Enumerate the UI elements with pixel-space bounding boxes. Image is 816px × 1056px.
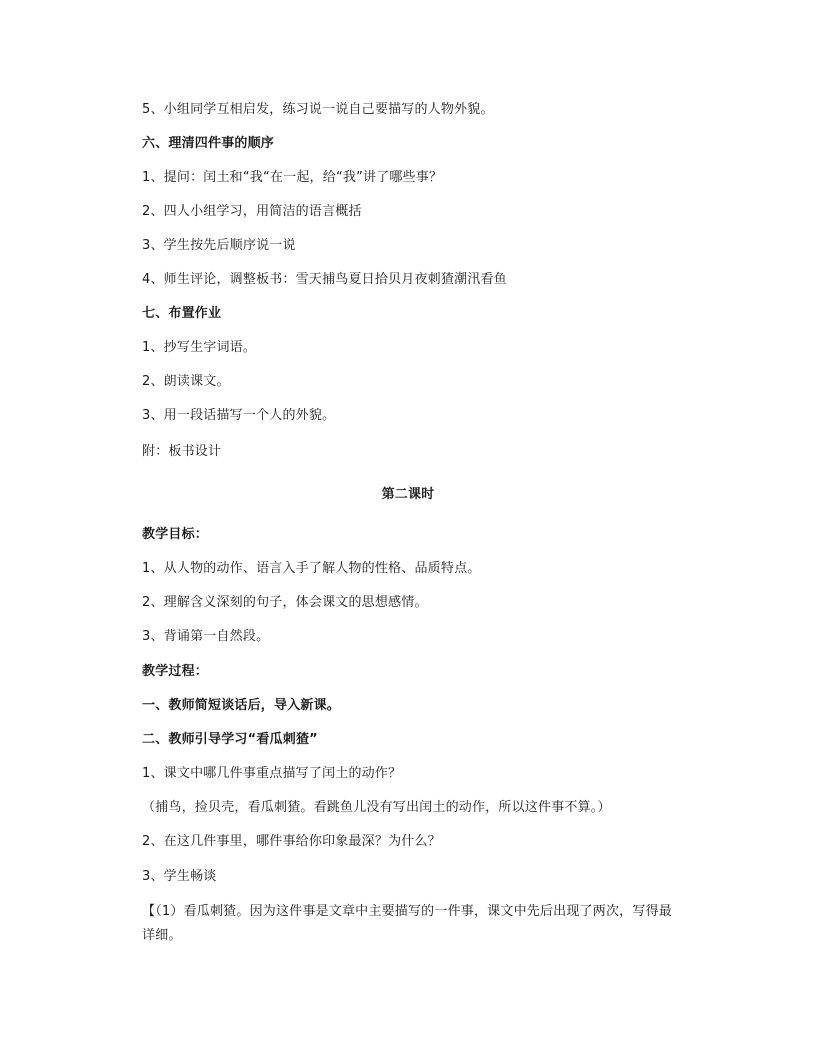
goal-item-3: 3、背诵第一自然段。 [142,629,270,644]
homework-item-3: 3、用一段话描写一个人的外貌。 [142,408,336,423]
lesson-2-title: 第二课时 [381,487,435,502]
teaching-goals-heading: 教学目标： [142,527,209,542]
item-1-question: 1、提问：闰土和“我“在一起，给“我”讲了哪些事？ [142,170,443,185]
item-3-student-order: 3、学生按先后顺序说一说 [142,238,296,253]
question-3: 3、学生畅谈 [142,869,217,884]
goal-item-2: 2、理解含义深刻的句子，体会课文的思想感情。 [142,595,428,610]
goal-item-1: 1、从人物的动作、语言入手了解人物的性格、品质特点。 [142,561,481,576]
section-7-heading: 七、布置作业 [142,306,222,321]
process-step-2: 二、教师引导学习“看瓜刺猹” [142,732,318,747]
item-2-group-study: 2、四人小组学习，用简洁的语言概括 [142,204,362,219]
teaching-process-heading: 教学过程： [142,664,209,679]
homework-item-1: 1、抄写生字词语。 [142,340,257,355]
question-2: 2、在这几件事里，哪件事给你印象最深？为什么？ [142,834,441,849]
item-4-board-adjust: 4、师生评论，调整板书：雪天捕鸟夏日拾贝月夜刺猹潮汛看鱼 [142,272,507,287]
board-design-note: 附：板书设计 [142,444,222,459]
process-step-1: 一、教师简短谈话后，导入新课。 [142,698,341,713]
item-5-peer-practice: 5、小组同学互相启发，练习说一说自己要描写的人物外貌。 [142,102,494,117]
answer-1: （捕鸟，捡贝壳，看瓜刺猹。看跳鱼儿没有写出闰土的动作，所以这件事不算。） [142,800,611,815]
homework-item-2: 2、朗读课文。 [142,374,230,389]
section-6-heading: 六、理清四件事的顺序 [142,136,275,151]
question-1: 1、课文中哪几件事重点描写了闰土的动作？ [142,766,402,781]
answer-paragraph: 【（1）看瓜刺猹。因为这件事是文章中主要描写的一件事，课文中先后出现了两次，写得最详细。 [142,904,672,943]
